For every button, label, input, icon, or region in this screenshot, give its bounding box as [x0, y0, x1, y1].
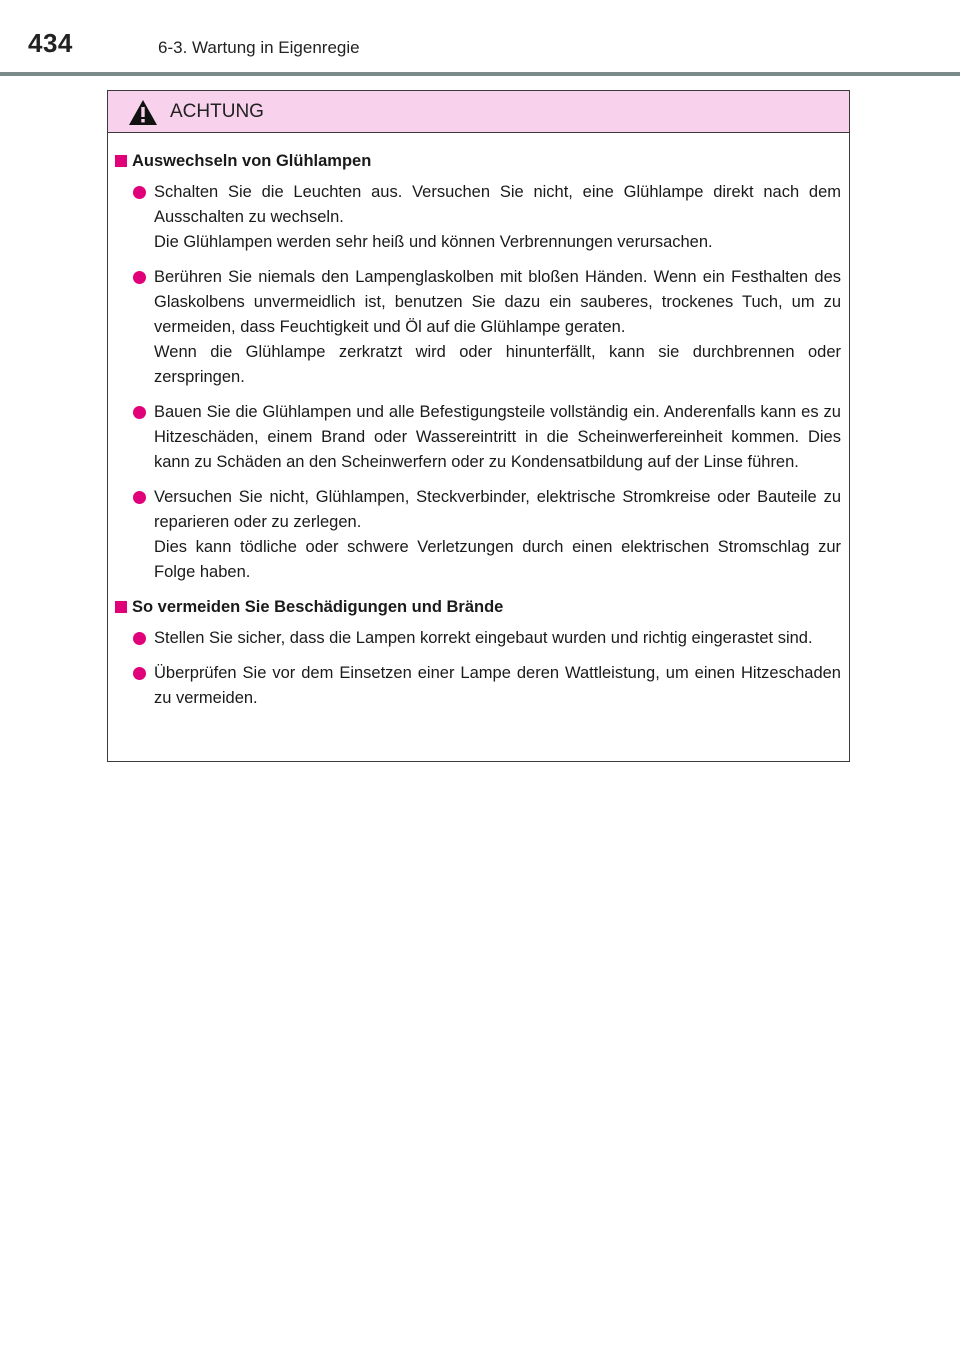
item-text: Schalten Sie die Leuchten aus. Versuchen Sie nicht, eine Glühlampe direkt nach dem Ausschalten zu wechseln. — [154, 183, 841, 226]
round-bullet-icon — [133, 667, 146, 680]
round-bullet-icon — [133, 271, 146, 284]
round-bullet-icon — [133, 406, 146, 419]
warning-triangle-icon — [128, 99, 158, 126]
round-bullet-icon — [133, 632, 146, 645]
list-item — [154, 626, 841, 651]
page-header — [0, 0, 960, 78]
warning-box — [107, 90, 850, 762]
round-bullet-icon — [133, 491, 146, 504]
square-bullet-icon — [115, 155, 127, 167]
warning-content — [108, 149, 849, 721]
item-text: Stellen Sie sicher, dass die Lampen korrekt eingebaut wurden und richtig eingerastet sind. — [154, 629, 813, 647]
warning-title: ACHTUNG — [170, 101, 264, 122]
item-text: Dies kann tödliche oder schwere Verletzungen durch einen elektrischen Stromschlag zur Folge haben. — [154, 538, 841, 581]
topic — [108, 595, 849, 711]
list-item — [154, 661, 841, 711]
topic-heading — [132, 149, 849, 173]
item-text: Wenn die Glühlampe zerkratzt wird oder hinunterfällt, kann sie durchbrennen oder zerspringen. — [154, 343, 841, 386]
round-bullet-icon — [133, 186, 146, 199]
topic — [108, 149, 849, 585]
item-text: Berühren Sie niemals den Lampenglaskolben mit bloßen Händen. Wenn ein Festhalten des Glaskolbens unvermeidlich ist, benutzen Sie dazu ein sauberes, trockenes Tuch, um zu vermeiden, dass Feuchtigkeit und Öl auf die Glühlampe geraten. — [154, 268, 841, 336]
list-item — [154, 180, 841, 255]
topic-heading-text: So vermeiden Sie Beschädigungen und Brände — [132, 598, 504, 616]
list-item — [154, 485, 841, 585]
item-text: Bauen Sie die Glühlampen und alle Befestigungsteile vollständig ein. Anderenfalls kann es zu Hitzeschäden, einem Brand oder Wassereintritt in die Scheinwerfereinheit kommen. Dies kann zu Schäden an den Scheinwerfern oder zu Kondensatbildung auf der Linse führen. — [154, 403, 841, 471]
list-item — [154, 400, 841, 475]
item-text: Versuchen Sie nicht, Glühlampen, Steckverbinder, elektrische Stromkreise oder Bauteile zu reparieren oder zu zerlegen. — [154, 488, 841, 531]
square-bullet-icon — [115, 601, 127, 613]
topic-heading — [132, 595, 849, 619]
item-text: Die Glühlampen werden sehr heiß und können Verbrennungen verursachen. — [154, 233, 713, 251]
list-item — [154, 265, 841, 390]
topic-heading-text: Auswechseln von Glühlampen — [132, 152, 372, 170]
item-text: Überprüfen Sie vor dem Einsetzen einer Lampe deren Wattleistung, um einen Hitzeschaden zu vermeiden. — [154, 664, 841, 707]
page-number: 434 — [28, 28, 73, 58]
header-rule — [0, 72, 960, 76]
warning-header — [108, 91, 849, 133]
section-title: 6-3. Wartung in Eigenregie — [158, 38, 360, 57]
